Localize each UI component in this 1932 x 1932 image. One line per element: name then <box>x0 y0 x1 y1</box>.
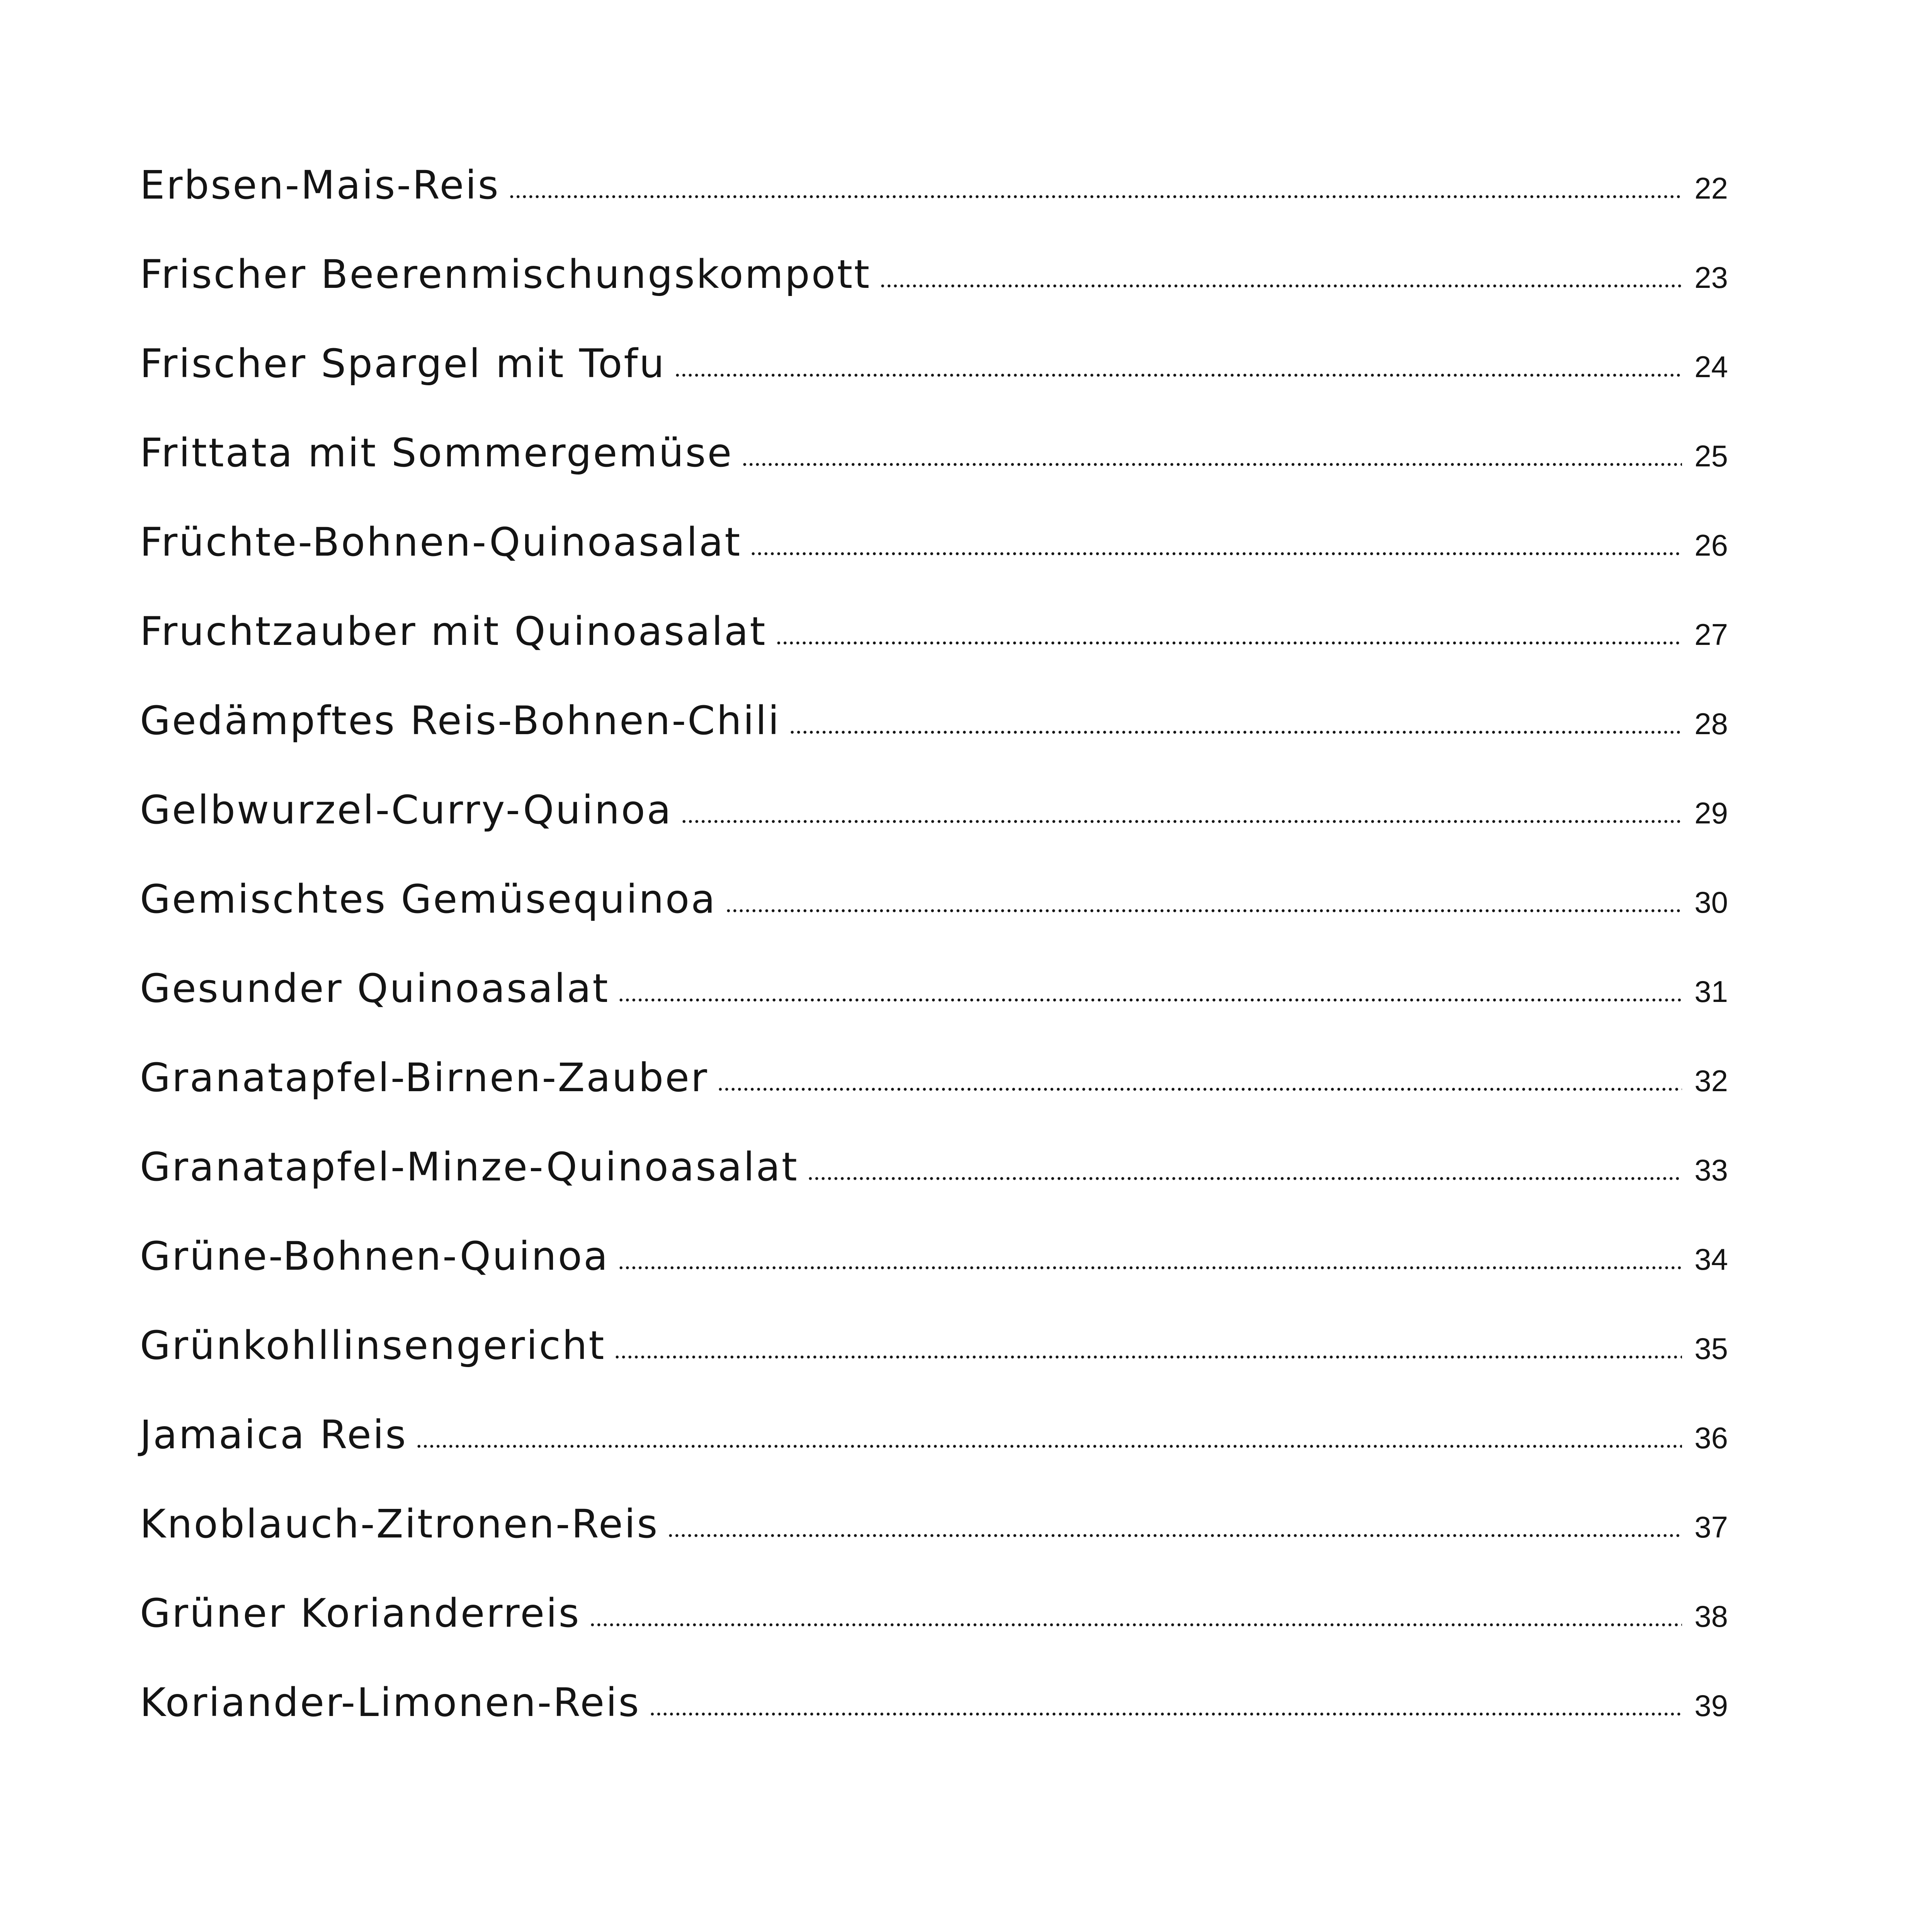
dot-leader <box>667 1534 1682 1537</box>
toc-entry-title: Gelbwurzel-Curry-Quinoa <box>140 787 673 833</box>
toc-entry-page-number: 27 <box>1694 617 1728 651</box>
toc-entry[interactable] <box>140 1412 1728 1501</box>
toc-entry-page-number: 31 <box>1694 975 1728 1009</box>
toc-entry[interactable] <box>140 341 1728 430</box>
dot-leader <box>509 195 1682 199</box>
toc-entry-page-number: 36 <box>1694 1421 1728 1455</box>
toc-entry[interactable] <box>140 1233 1728 1323</box>
dot-leader <box>789 730 1682 734</box>
toc-entry[interactable] <box>140 519 1728 609</box>
toc-entry-page-number: 22 <box>1694 171 1728 205</box>
toc-entry-title: Gemischtes Gemüsequinoa <box>140 876 717 922</box>
toc-entry[interactable] <box>140 1590 1728 1680</box>
toc-entry[interactable] <box>140 876 1728 966</box>
toc-entry-title: Erbsen-Mais-Reis <box>140 162 500 208</box>
dot-leader <box>681 820 1682 823</box>
dot-leader <box>750 552 1682 556</box>
toc-entry-title: Koriander-Limonen-Reis <box>140 1680 641 1726</box>
dot-leader <box>589 1623 1682 1627</box>
toc-entry-title: Jamaica Reis <box>140 1412 408 1458</box>
toc-entry-page-number: 28 <box>1694 707 1728 741</box>
toc-entry-page-number: 29 <box>1694 796 1728 830</box>
toc-entry-page-number: 34 <box>1694 1242 1728 1276</box>
toc-entry[interactable] <box>140 1323 1728 1412</box>
toc-entry[interactable] <box>140 1680 1728 1769</box>
dot-leader <box>618 1266 1682 1270</box>
dot-leader <box>725 909 1682 913</box>
toc-entry-title: Frischer Beerenmischungskompott <box>140 252 871 298</box>
toc-entry[interactable] <box>140 1501 1728 1590</box>
toc-entry-page-number: 35 <box>1694 1332 1728 1366</box>
toc-entry-page-number: 24 <box>1694 350 1728 384</box>
toc-entry-page-number: 33 <box>1694 1153 1728 1187</box>
toc-entry-title: Grünkohllinsengericht <box>140 1323 606 1369</box>
dot-leader <box>717 1087 1682 1091</box>
toc-entry-page-number: 25 <box>1694 439 1728 473</box>
table-of-contents <box>140 162 1728 1769</box>
toc-entry-page-number: 23 <box>1694 260 1728 294</box>
toc-entry-title: Frischer Spargel mit Tofu <box>140 341 666 387</box>
toc-entry[interactable] <box>140 252 1728 341</box>
dot-leader <box>807 1177 1682 1180</box>
toc-entry[interactable] <box>140 1055 1728 1144</box>
toc-entry-title: Granatapfel-Minze-Quinoasalat <box>140 1144 799 1190</box>
toc-entry[interactable] <box>140 609 1728 698</box>
dot-leader <box>649 1712 1682 1716</box>
dot-leader <box>618 998 1682 1002</box>
toc-entry[interactable] <box>140 162 1728 252</box>
toc-entry-title: Früchte-Bohnen-Quinoasalat <box>140 519 742 565</box>
dot-leader <box>776 641 1682 645</box>
toc-entry-title: Granatapfel-Birnen-Zauber <box>140 1055 709 1101</box>
toc-entry-page-number: 38 <box>1694 1599 1728 1633</box>
dot-leader <box>614 1355 1682 1359</box>
dot-leader <box>879 284 1682 288</box>
dot-leader <box>674 373 1682 377</box>
toc-entry-title: Gesunder Quinoasalat <box>140 966 610 1012</box>
toc-entry-page-number: 39 <box>1694 1689 1728 1723</box>
toc-entry-title: Fruchtzauber mit Quinoasalat <box>140 609 767 655</box>
toc-entry-page-number: 32 <box>1694 1064 1728 1098</box>
toc-entry-title: Gedämpftes Reis-Bohnen-Chili <box>140 698 781 744</box>
toc-entry-title: Grüne-Bohnen-Quinoa <box>140 1233 609 1279</box>
toc-entry-title: Grüner Korianderreis <box>140 1590 581 1636</box>
toc-entry-page-number: 30 <box>1694 885 1728 919</box>
dot-leader <box>416 1444 1682 1448</box>
toc-entry[interactable] <box>140 787 1728 876</box>
toc-entry-title: Knoblauch-Zitronen-Reis <box>140 1501 659 1547</box>
toc-entry[interactable] <box>140 966 1728 1055</box>
toc-entry[interactable] <box>140 430 1728 519</box>
toc-entry-title: Frittata mit Sommergemüse <box>140 430 733 476</box>
toc-entry-page-number: 26 <box>1694 528 1728 562</box>
toc-entry-page-number: 37 <box>1694 1510 1728 1544</box>
dot-leader <box>742 463 1682 466</box>
toc-entry[interactable] <box>140 698 1728 787</box>
toc-entry[interactable] <box>140 1144 1728 1233</box>
